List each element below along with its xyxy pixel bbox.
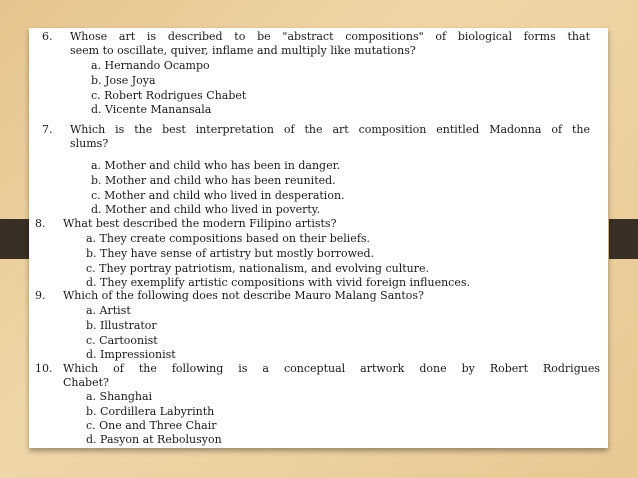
option: c. Cartoonist <box>86 334 158 347</box>
question-number: 6. <box>42 30 53 43</box>
question-text: Which of the following does not describe Mauro Malang Santos? <box>63 289 424 302</box>
question-text: seem to oscillate, quiver, inflame and multiply like mutations? <box>70 44 416 57</box>
option: a. Hernando Ocampo <box>91 59 210 72</box>
question-text: Whose art is described to be "abstract compositions" of biological forms that <box>70 30 590 43</box>
option: d. They exemplify artistic compositions with vivid foreign influences. <box>86 276 470 289</box>
option: c. Mother and child who lived in desperation. <box>91 189 345 202</box>
question-number: 10. <box>35 362 53 375</box>
option: b. They have sense of artistry but mostly borrowed. <box>86 247 375 260</box>
question-text: Chabet? <box>63 376 109 389</box>
question-text: Which is the best interpretation of the art composition entitled Madonna of the <box>70 123 590 136</box>
question-text: What best described the modern Filipino artists? <box>63 217 337 230</box>
option: d. Vicente Manansala <box>91 103 212 116</box>
option: c. They portray patriotism, nationalism, and evolving culture. <box>86 262 429 275</box>
right-accent-bar <box>609 219 638 259</box>
option: b. Illustrator <box>86 319 157 332</box>
option: c. One and Three Chair <box>86 419 217 432</box>
option: a. They create compositions based on their beliefs. <box>86 232 371 245</box>
option: a. Artist <box>86 304 131 317</box>
question-text: Which of the following is a conceptual artwork done by Robert Rodrigues <box>63 362 600 375</box>
option: b. Jose Joya <box>91 74 156 87</box>
quiz-card <box>29 28 608 448</box>
option: d. Impressionist <box>86 348 176 361</box>
option: a. Shanghai <box>86 390 153 403</box>
question-text: slums? <box>70 137 109 150</box>
question-number: 9. <box>35 289 46 302</box>
option: c. Robert Rodrigues Chabet <box>91 89 247 102</box>
option: b. Mother and child who has been reunited. <box>91 174 336 187</box>
option: d. Pasyon at Rebolusyon <box>86 433 222 446</box>
option: d. Mother and child who lived in poverty. <box>91 203 321 216</box>
question-number: 8. <box>35 217 46 230</box>
question-number: 7. <box>42 123 53 136</box>
option: a. Mother and child who has been in danger. <box>91 159 341 172</box>
option: b. Cordillera Labyrinth <box>86 405 215 418</box>
left-accent-bar <box>0 219 29 259</box>
